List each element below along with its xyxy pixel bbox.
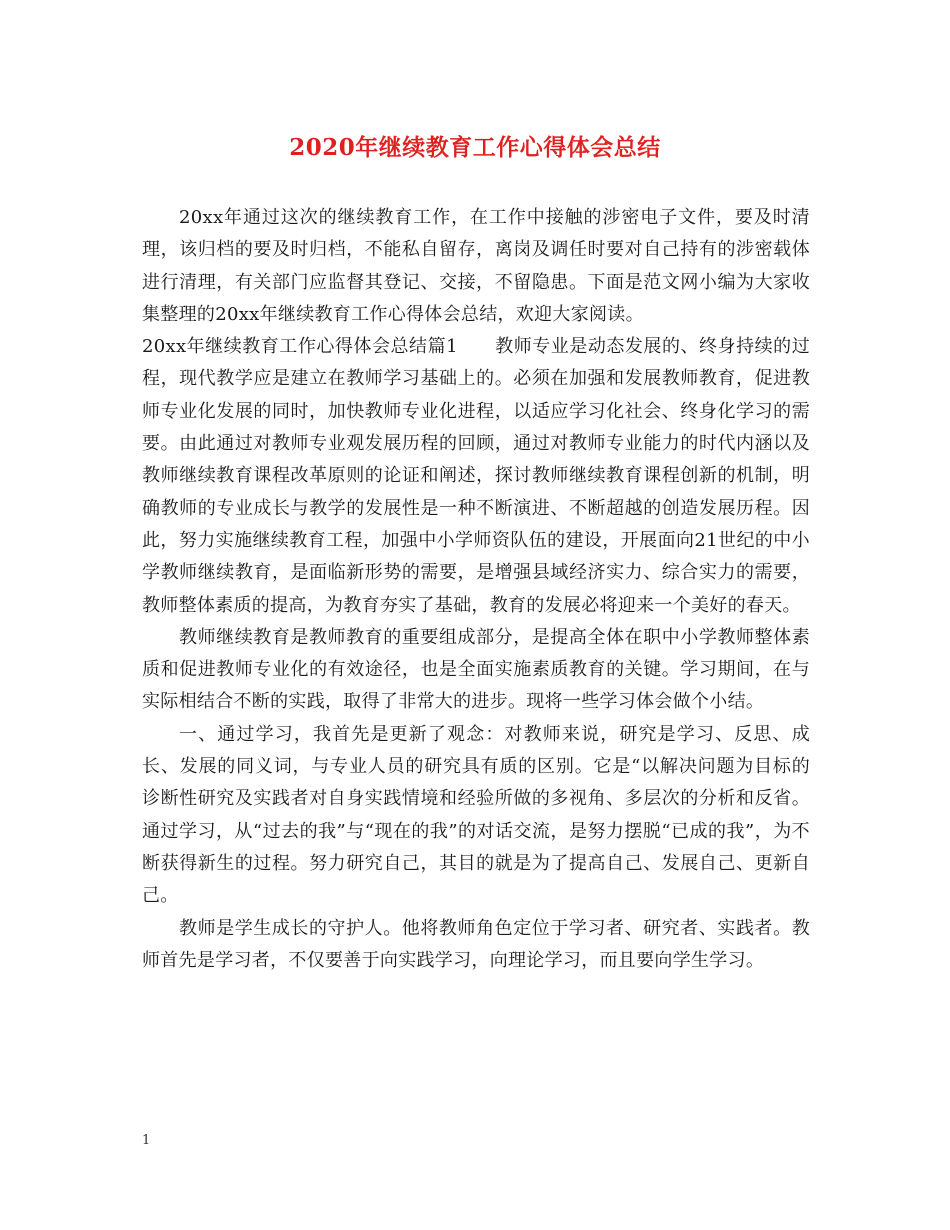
paragraph-teacher-role: 教师是学生成长的守护人。他将教师角色定位于学习者、研究者、实践者。教师首先是学习者，不仅要善于向实践学习，向理论学习，而且要向学生学习。	[142, 917, 810, 971]
document-title: 2020年继续教育工作心得体会总结	[289, 134, 661, 161]
page-number: 1	[142, 1133, 151, 1148]
paragraph-point-one: 一、通过学习，我首先是更新了观念：对教师来说，研究是学习、反思、成长、发展的同义词，与专业人员的研究具有质的区别。它是“以解决问题为目标的诊断性研究及实践者对自身实践情境和经验所做的多视角、多层次的分析和反省。通过学习，从“过去的我”与“现在的我”的对话交流，是努力摆脱“已成的我”，为不断获得新生的过程。努力研究自己，其目的就是为了提高自己、发展自己、更新自己。	[142, 723, 810, 907]
document-body	[142, 202, 810, 977]
paragraph-intro: 20xx年通过这次的继续教育工作，在工作中接触的涉密电子文件，要及时清理，该归档的要及时归档，不能私自留存，离岗及调任时要对自己持有的涉密载体进行清理，有关部门应监督其登记、交接，不留隐患。下面是范文网小编为大家收集整理的20xx年继续教育工作心得体会总结，欢迎大家阅读。	[142, 207, 810, 325]
paragraph-continuing-education: 教师继续教育是教师教育的重要组成部分，是提高全体在职中小学教师整体素质和促进教师专业化的有效途径，也是全面实施素质教育的关键。学习期间，在与实际相结合不断的实践，取得了非常大的进步。现将一些学习体会做个小结。	[142, 626, 810, 713]
paragraph-section-1: 20xx年继续教育工作心得体会总结篇1 教师专业是动态发展的、终身持续的过程，现代教学应是建立在教师学习基础上的。必须在加强和发展教师教育，促进教师专业化发展的同时，加快教师专业化进程，以适应学习化社会、终身化学习的需要。由此通过对教师专业观发展历程的回顾，通过对教师专业能力的时代内涵以及教师继续教育课程改革原则的论证和阐述，探讨教师继续教育课程创新的机制，明确教师的专业成长与教学的发展性是一种不断演进、不断超越的创造发展历程。因此，努力实施继续教育工程，加强中小学师资队伍的建设，开展面向21世纪的中小学教师继续教育，是面临新形势的需要，是增强县域经济实力、综合实力的需要，教师整体素质的提高，为教育夯实了基础，教育的发展必将迎来一个美好的春天。	[142, 336, 810, 616]
